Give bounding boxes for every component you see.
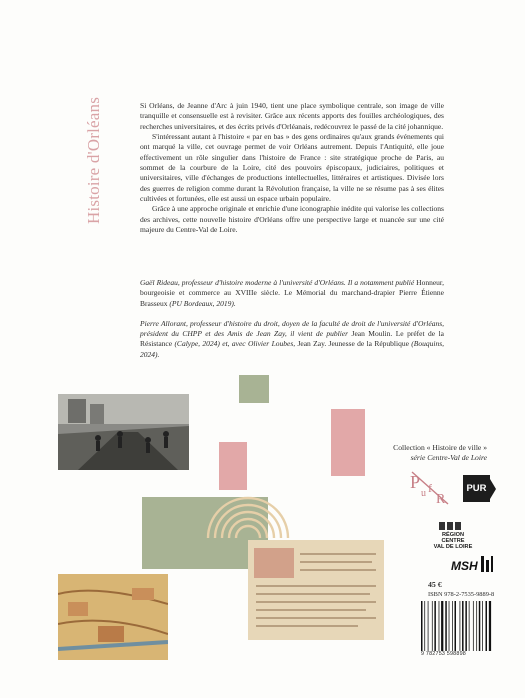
summary-paragraph-3: Grâce à une approche originale et enrichie d'une iconographie inédite qui valorise les collections des archives, cette nouvelle histoire d'Orléans offre une perspective large et nuancée sur une cité majeure du Centre-Val de Loire. xyxy=(140,204,444,235)
msh-logo-text: MSH xyxy=(451,559,478,573)
historic-map-fragment xyxy=(58,574,168,660)
author-allorant-publisher-2: (Bouquins, 2024). xyxy=(140,339,444,359)
msh-logo xyxy=(451,556,495,576)
author-rideau-role: Gaël Rideau, professeur d'histoire moderne à l'université d'Orléans. Il a notamment publié xyxy=(140,278,415,287)
svg-text:f: f xyxy=(428,481,432,495)
pink-block-right xyxy=(331,409,365,476)
vertical-title: Histoire d'Orléans xyxy=(84,96,103,224)
author-allorant-book-1: Jean Moulin. Le préfet de la Résistance xyxy=(140,329,444,349)
green-block-top xyxy=(239,375,269,403)
concentric-arcs xyxy=(203,470,293,540)
historic-manuscript xyxy=(248,540,384,640)
svg-text:P: P xyxy=(410,472,421,492)
author-rideau-book: Honneur, bourgeoisie et commerce au XVIIIe siècle. Le Mémorial du marchand-drapier Pierre Étienne Brasseux xyxy=(140,278,444,308)
region-logo-line-1: RÉGION xyxy=(441,532,465,538)
isbn: ISBN 978-2-7535-9889-8 xyxy=(428,591,495,598)
barcode xyxy=(420,601,495,651)
author-rideau-publisher: (PU Bordeaux, 2019). xyxy=(169,298,236,308)
barcode-number: 9 782753 598898 xyxy=(421,651,466,657)
historic-photo-excavation xyxy=(58,394,189,470)
author-allorant-publisher-1: (Calype, 2024) et, avec Olivier Loubes, xyxy=(174,339,296,349)
pur-logo xyxy=(463,475,490,502)
pur-logo-text: PUR xyxy=(466,483,487,494)
price: 45 € xyxy=(428,580,442,589)
summary-paragraph-2: S'intéressant autant à l'histoire « par en bas » des gens ordinaires qu'aux grands événements qui ont marqué la ville, cet ouvrage permet de voir Orléans autrement. Depuis l'Antiquité, elle joue effectivement un rôle singulier dans l'histoire de France : site stratégique proche de Paris, au sommet de la courbure de la Loire, cité des pouvoirs épiscopaux, judiciaires, politiques et universitaires, ville d'échanges de productions intellectuelles, littéraires et artistiques. Divisée lors des guerres de religion comme durant la Révolution française, la ville ne se résume pas à ses élites cultivées et fortunées, elle est aussi un espace urbain populaire. xyxy=(140,132,444,204)
author-bio-rideau xyxy=(140,278,444,309)
svg-text:u: u xyxy=(421,488,426,499)
summary-text xyxy=(140,101,444,235)
author-allorant-book-2: Jean Zay. Jeunesse de la République xyxy=(295,339,412,349)
author-allorant-role: Pierre Allorant, professeur d'histoire du droit, doyen de la faculté de droit de l'université d'Orléans, président du CHPP et des Amis de Jean Zay, il vient de publier xyxy=(140,318,444,339)
collection-info xyxy=(393,443,487,463)
summary-paragraph-1: Si Orléans, de Jeanne d'Arc à juin 1940, tient une place symbolique centrale, son image de ville tranquille et consensuelle est à revisiter. Grâce aux récents apports des fouilles archéologiques, des recherches universitaires, et des écrits privés d'Orléanais, redécouvrez le passé de la cité johannique. xyxy=(140,101,444,131)
region-centre-logo xyxy=(423,522,483,550)
author-bios xyxy=(140,278,444,370)
pufr-logo xyxy=(408,470,452,506)
author-bio-allorant xyxy=(140,319,444,360)
svg-text:R: R xyxy=(436,492,446,506)
region-logo-line-2: CENTRE xyxy=(441,538,465,544)
collection-series: série Centre-Val de Loire xyxy=(410,453,487,462)
msh-logo-bars-icon xyxy=(481,556,493,572)
region-logo-line-3: VAL DE LOIRE xyxy=(433,544,473,550)
collection-name: Collection « Histoire de ville » xyxy=(393,443,487,452)
